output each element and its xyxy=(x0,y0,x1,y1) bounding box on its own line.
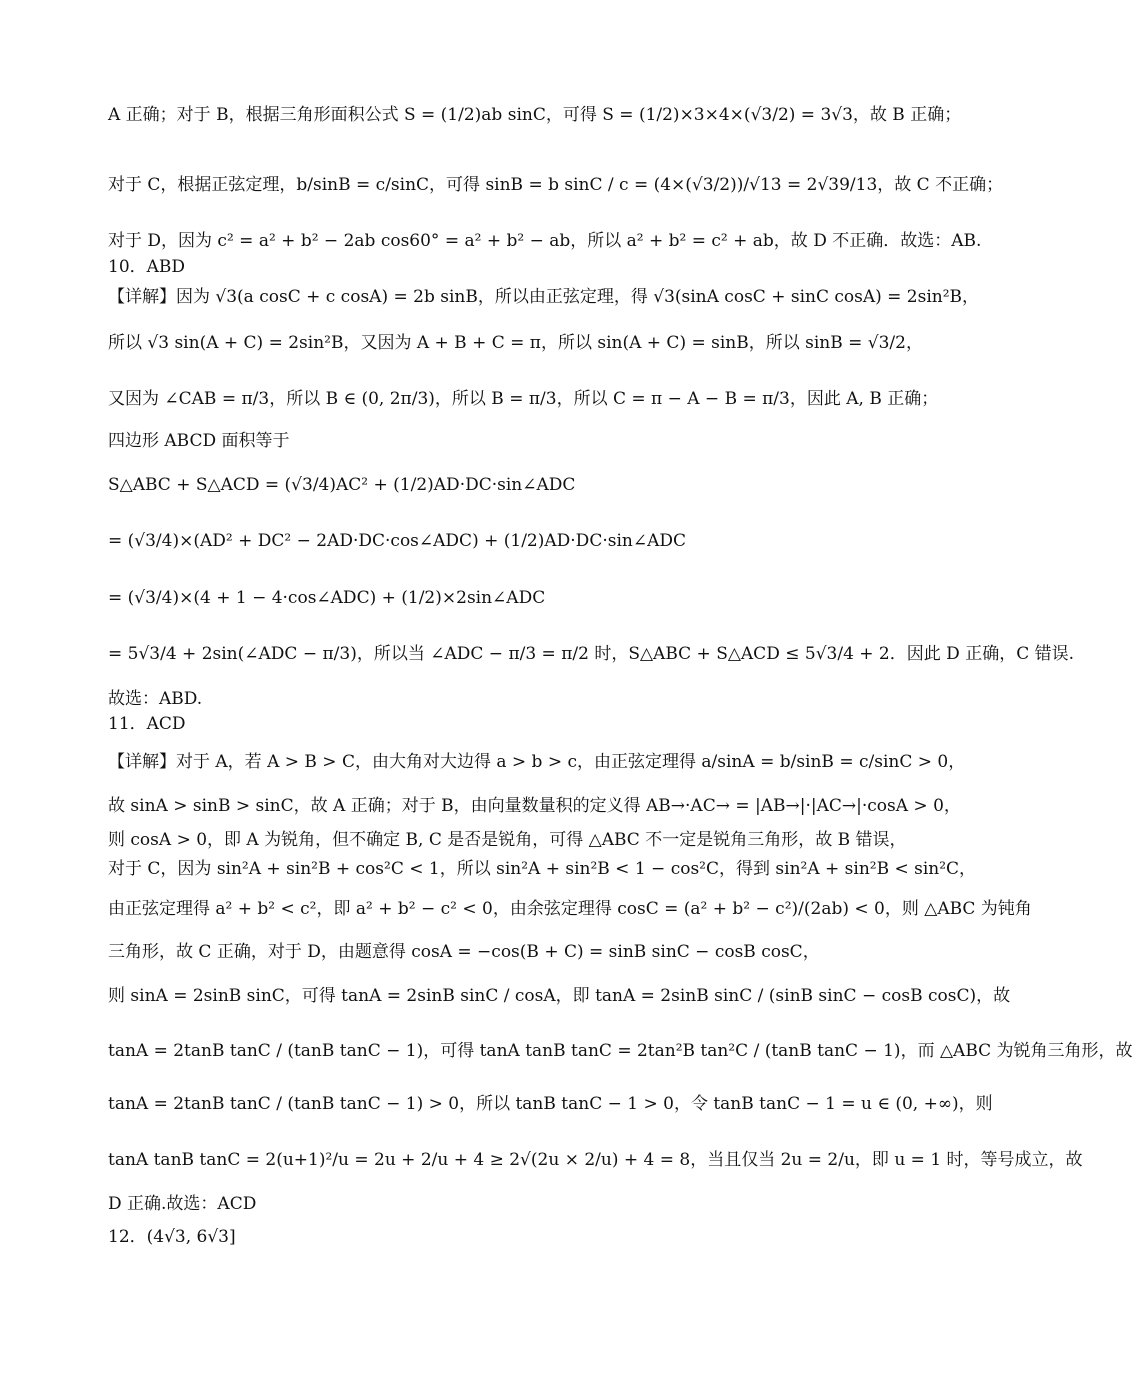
q11-detail-line-8: tanA = 2tanB tanC / (tanB tanC − 1)，可得 tanA tanB tanC = 2tan²B tan²C / (tanB tanC − 1)，而 △ABC 为锐角三角形，故 xyxy=(108,1041,1133,1061)
q10-area-formula-1: S△ABC + S△ACD = (√3/4)AC² + (1/2)AD·DC·sin∠ADC xyxy=(108,475,576,495)
q10-choice: 故选：ABD. xyxy=(108,689,203,709)
q11-detail-line-7: 则 sinA = 2sinB sinC，可得 tanA = 2sinB sinC / cosA，即 tanA = 2sinB sinC / (sinB sinC − cosB cosC)，故 xyxy=(108,986,1011,1006)
q11-detail-line-2: 故 sinA > sinB > sinC，故 A 正确；对于 B，由向量数量积的定义得 AB→·AC→ = |AB→|·|AC→|·cosA > 0， xyxy=(108,796,961,816)
question-12-answer: 12．(4√3, 6√3] xyxy=(108,1227,236,1247)
q11-detail-line-1: 【详解】对于 A，若 A > B > C，由大角对大边得 a > b > c，由正弦定理得 a/sinA = b/sinB = c/sinC > 0， xyxy=(108,752,966,772)
q11-choice: D 正确.故选：ACD xyxy=(108,1194,257,1214)
q10-detail-line-3: 又因为 ∠CAB = π/3，所以 B ∈ (0, 2π/3)，所以 B = π/3，所以 C = π − A − B = π/3，因此 A, B 正确； xyxy=(108,389,939,409)
question-11-answer: 11．ACD xyxy=(108,714,186,734)
q10-area-formula-3: = (√3/4)×(4 + 1 − 4·cos∠ADC) + (1/2)×2sin∠ADC xyxy=(108,588,546,608)
text-line-d-incorrect: 对于 D，因为 c² = a² + b² − 2ab cos60° = a² + b² − ab，所以 a² + b² = c² + ab，故 D 不正确．故选：AB. xyxy=(108,231,982,251)
q10-area-formula-2: = (√3/4)×(AD² + DC² − 2AD·DC·cos∠ADC) + (1/2)AD·DC·sin∠ADC xyxy=(108,531,686,551)
q10-detail-line-1: 【详解】因为 √3(a cosC + c cosA) = 2b sinB，所以由正弦定理，得 √3(sinA cosC + sinC cosA) = 2sin²B， xyxy=(108,287,980,307)
q10-detail-line-2: 所以 √3 sin(A + C) = 2sin²B，又因为 A + B + C = π，所以 sin(A + C) = sinB，所以 sinB = √3/2， xyxy=(108,333,923,353)
q11-detail-line-10: tanA tanB tanC = 2(u+1)²/u = 2u + 2/u + 4 ≥ 2√(2u × 2/u) + 4 = 8，当且仅当 2u = 2/u，即 u = 1 时，等号成立，故 xyxy=(108,1150,1083,1170)
text-line-b-correct: A 正确；对于 B，根据三角形面积公式 S = (1/2)ab sinC，可得 S = (1/2)×3×4×(√3/2) = 3√3，故 B 正确； xyxy=(108,105,962,125)
q11-detail-line-9: tanA = 2tanB tanC / (tanB tanC − 1) > 0，所以 tanB tanC − 1 > 0，令 tanB tanC − 1 = u ∈ (0, +∞)，则 xyxy=(108,1094,993,1114)
q11-detail-line-3: 则 cosA > 0，即 A 为锐角，但不确定 B, C 是否是锐角，可得 △ABC 不一定是锐角三角形，故 B 错误， xyxy=(108,830,907,850)
text-line-c-incorrect: 对于 C，根据正弦定理，b/sinB = c/sinC，可得 sinB = b sinC / c = (4×(√3/2))/√13 = 2√39/13，故 C 不正确； xyxy=(108,175,1004,195)
q11-detail-line-5: 由正弦定理得 a² + b² < c²，即 a² + b² − c² < 0，由余弦定理得 cosC = (a² + b² − c²)/(2ab) < 0，则 △ABC 为钝角 xyxy=(108,899,1032,919)
q10-area-formula-4: = 5√3/4 + 2sin(∠ADC − π/3)，所以当 ∠ADC − π/3 = π/2 时，S△ABC + S△ACD ≤ 5√3/4 + 2．因此 D 正确，C 错误. xyxy=(108,644,1075,664)
q11-detail-line-6: 三角形，故 C 正确，对于 D，由题意得 cosA = −cos(B + C) = sinB sinC − cosB cosC， xyxy=(108,942,820,962)
q11-detail-line-4: 对于 C，因为 sin²A + sin²B + cos²C < 1，所以 sin²A + sin²B < 1 − cos²C，得到 sin²A + sin²B < sin²C， xyxy=(108,859,977,879)
question-10-answer: 10．ABD xyxy=(108,257,186,277)
q10-detail-line-4: 四边形 ABCD 面积等于 xyxy=(108,431,290,451)
